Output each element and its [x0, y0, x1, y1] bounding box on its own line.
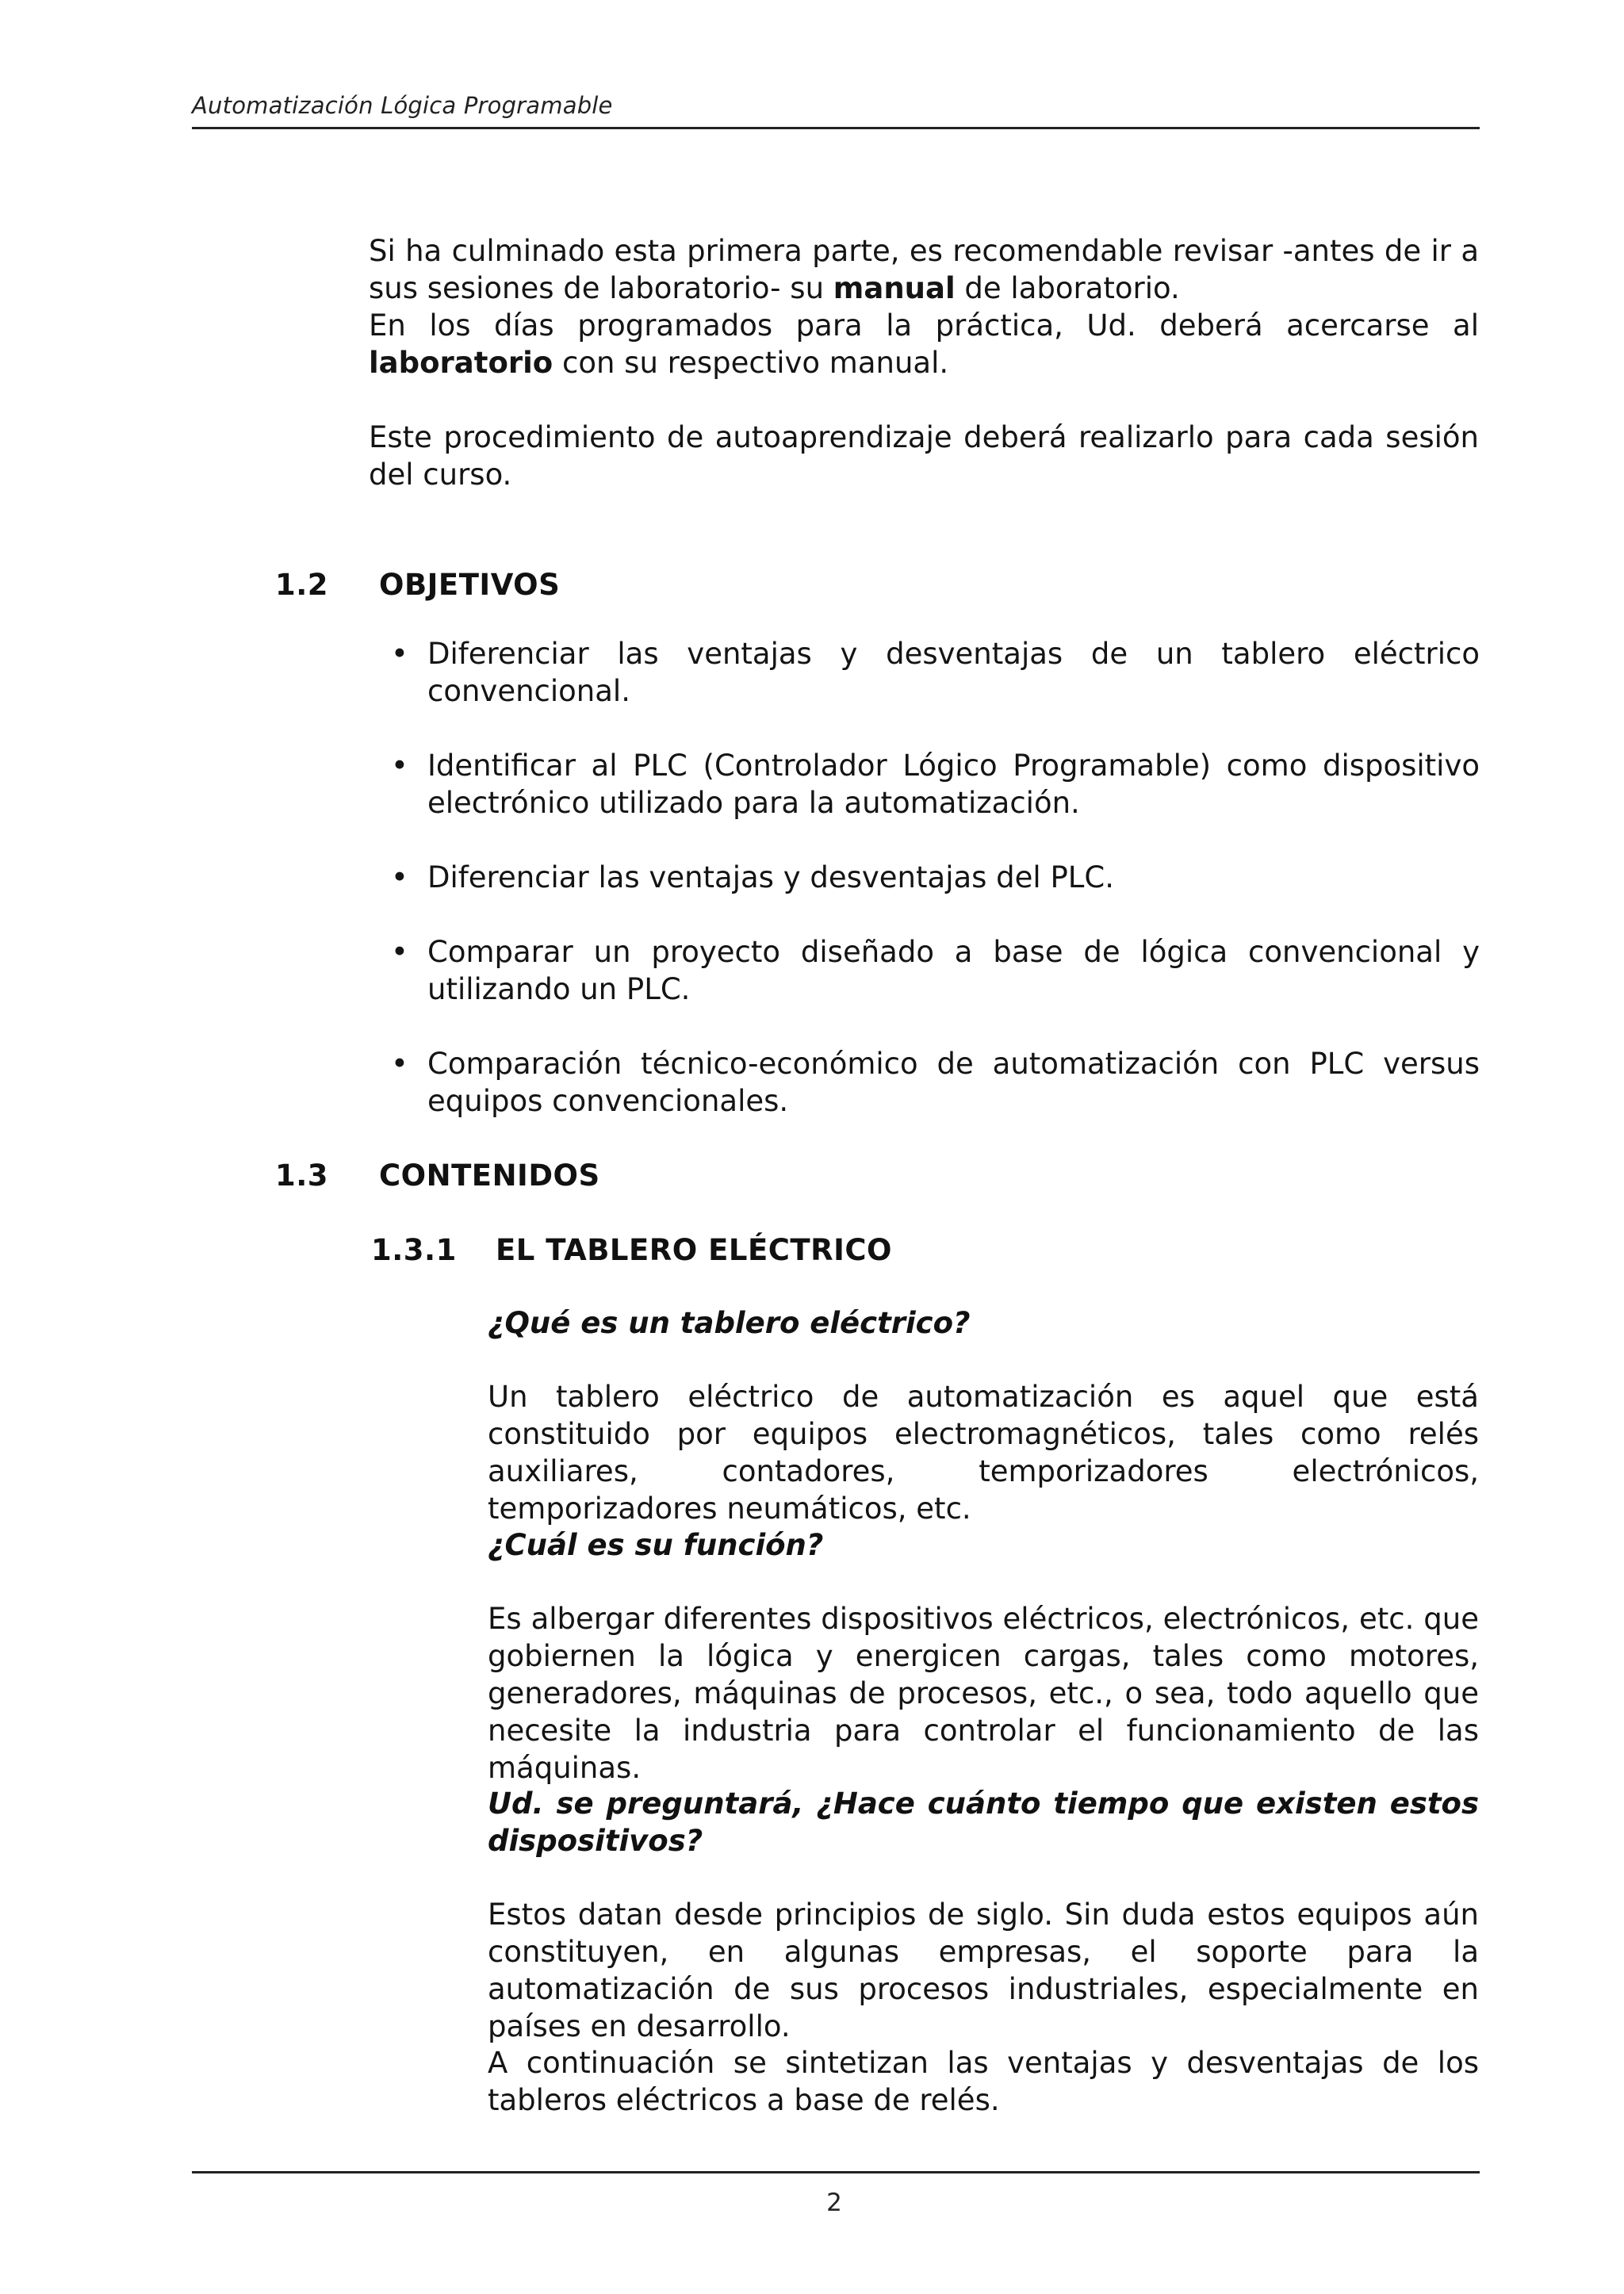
- page-number: 2: [826, 2189, 842, 2217]
- closing-paragraph: A continuación se sintetizan las ventajas y desventajas de los tableros eléctricos a base de relés.: [488, 2046, 1479, 2117]
- intro-paragraph-1: Si ha culminado esta primera parte, es recomendable revisar -antes de ir a sus sesiones de laboratorio- su manual de laboratorio.: [369, 234, 1479, 305]
- subsection-title: EL TABLERO ELÉCTRICO: [496, 1233, 892, 1267]
- objectives-list: [391, 635, 1480, 1157]
- bullet-icon: •: [391, 637, 408, 671]
- section-heading-objetivos: [275, 568, 672, 607]
- section-number: 1.3: [275, 1158, 329, 1193]
- question-tiempo: Ud. se preguntará, ¿Hace cuánto tiempo que existen estos dispositivos?: [488, 1787, 1479, 1858]
- intro-paragraph-3: Este procedimiento de autoaprendizaje deberá realizarlo para cada sesión del curso.: [369, 420, 1479, 492]
- bullet-icon: •: [391, 935, 408, 969]
- subsection-number: 1.3.1: [371, 1233, 457, 1267]
- bold-manual: manual: [833, 271, 956, 305]
- list-item: • Diferenciar las ventajas y desventajas del PLC.: [391, 860, 1114, 894]
- section-heading-contenidos: [275, 1158, 751, 1198]
- list-item: • Diferenciar las ventajas y desventajas de un tablero eléctrico convencional.: [391, 637, 1480, 708]
- header-rule: [192, 127, 1480, 129]
- bold-laboratorio: laboratorio: [369, 346, 553, 380]
- list-item: • Comparación técnico-económico de automatización con PLC versus equipos convencionales.: [391, 1047, 1480, 1118]
- section-title: OBJETIVOS: [379, 568, 561, 602]
- list-item: • Comparar un proyecto diseñado a base de lógica convencional y utilizando un PLC.: [391, 935, 1480, 1006]
- question-que-es: ¿Qué es un tablero eléctrico?: [488, 1306, 971, 1340]
- intro-text: [369, 232, 1479, 493]
- question-funcion: ¿Cuál es su función?: [488, 1528, 824, 1562]
- answer-funcion: Es albergar diferentes dispositivos eléctricos, electrónicos, etc. que gobiernen la lógica y energicen cargas, tales como motores, generadores, máquinas de procesos, etc., o sea, todo aquello que necesite la industria para controlar el funcionamiento de las máquinas.: [488, 1602, 1479, 1785]
- bullet-icon: •: [391, 1047, 408, 1081]
- footer-rule: [192, 2171, 1480, 2173]
- list-item: • Identificar al PLC (Controlador Lógico Programable) como dispositivo electrónico utilizado para la automatización.: [391, 749, 1480, 820]
- bullet-icon: •: [391, 749, 408, 783]
- subsection-heading-tablero: [371, 1233, 1005, 1273]
- answer-que-es: Un tablero eléctrico de automatización es aquel que está constituido por equipos electromagnéticos, tales como relés auxiliares, contadores, temporizadores electrónicos, temporizadores neumáticos, etc.: [488, 1380, 1479, 1526]
- intro-paragraph-2: En los días programados para la práctica, Ud. deberá acercarse al laboratorio con su respectivo manual.: [369, 308, 1479, 380]
- section-title: CONTENIDOS: [379, 1158, 600, 1193]
- section-number: 1.2: [275, 568, 329, 602]
- bullet-icon: •: [391, 860, 408, 894]
- running-header-title: Automatización Lógica Programable: [192, 92, 613, 119]
- answer-tiempo: Estos datan desde principios de siglo. Sin duda estos equipos aún constituyen, en algunas empresas, el soporte para la automatización de sus procesos industriales, especialmente en países en desarrollo.: [488, 1898, 1479, 2043]
